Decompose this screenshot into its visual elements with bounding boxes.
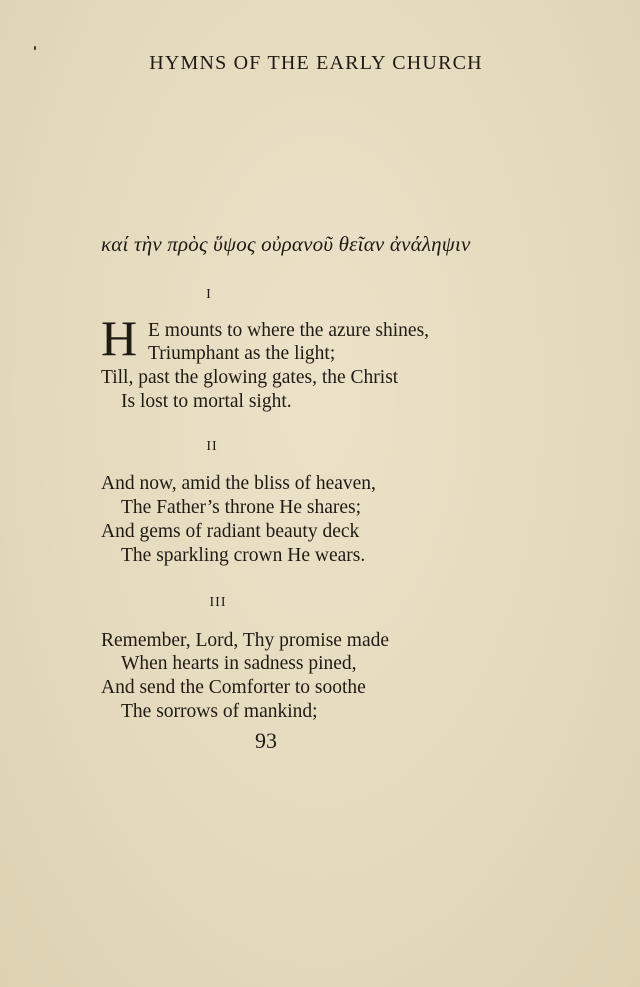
verse-line: Triumphant as the light; — [148, 343, 336, 364]
verse-line: The sparkling crown He wears. — [121, 545, 366, 566]
verse-line: And send the Comforter to soothe — [101, 677, 366, 698]
running-head-text: HYMNS OF THE EARLY CHURCH — [149, 52, 483, 74]
verse-line: The sorrows of mankind; — [121, 701, 318, 722]
verse-line: When hearts in sadness pined, — [121, 653, 357, 674]
stanza-numeral: III — [209, 595, 227, 610]
greek-epigraph: καί τὴν πρὸς ὕψος οὐρανοῦ θεῖαν ἀνάληψιν — [101, 232, 471, 256]
verse-line: And gems of radiant beauty deck — [101, 521, 360, 542]
verse-line: And now, amid the bliss of heaven, — [101, 473, 376, 494]
verse-line: The Father’s throne He shares; — [121, 497, 362, 518]
stanza-numeral: I — [206, 287, 212, 302]
page-number: 93 — [255, 728, 277, 753]
verse-line: Is lost to mortal sight. — [121, 391, 292, 412]
running-head — [0, 50, 544, 76]
stanza-numeral: II — [206, 439, 218, 454]
verse-line: Remember, Lord, Thy promise made — [101, 630, 390, 651]
drop-cap: H — [101, 316, 138, 360]
verse-line: E mounts to where the azure shines, — [148, 320, 430, 341]
verse-line: Till, past the glowing gates, the Christ — [101, 367, 399, 388]
